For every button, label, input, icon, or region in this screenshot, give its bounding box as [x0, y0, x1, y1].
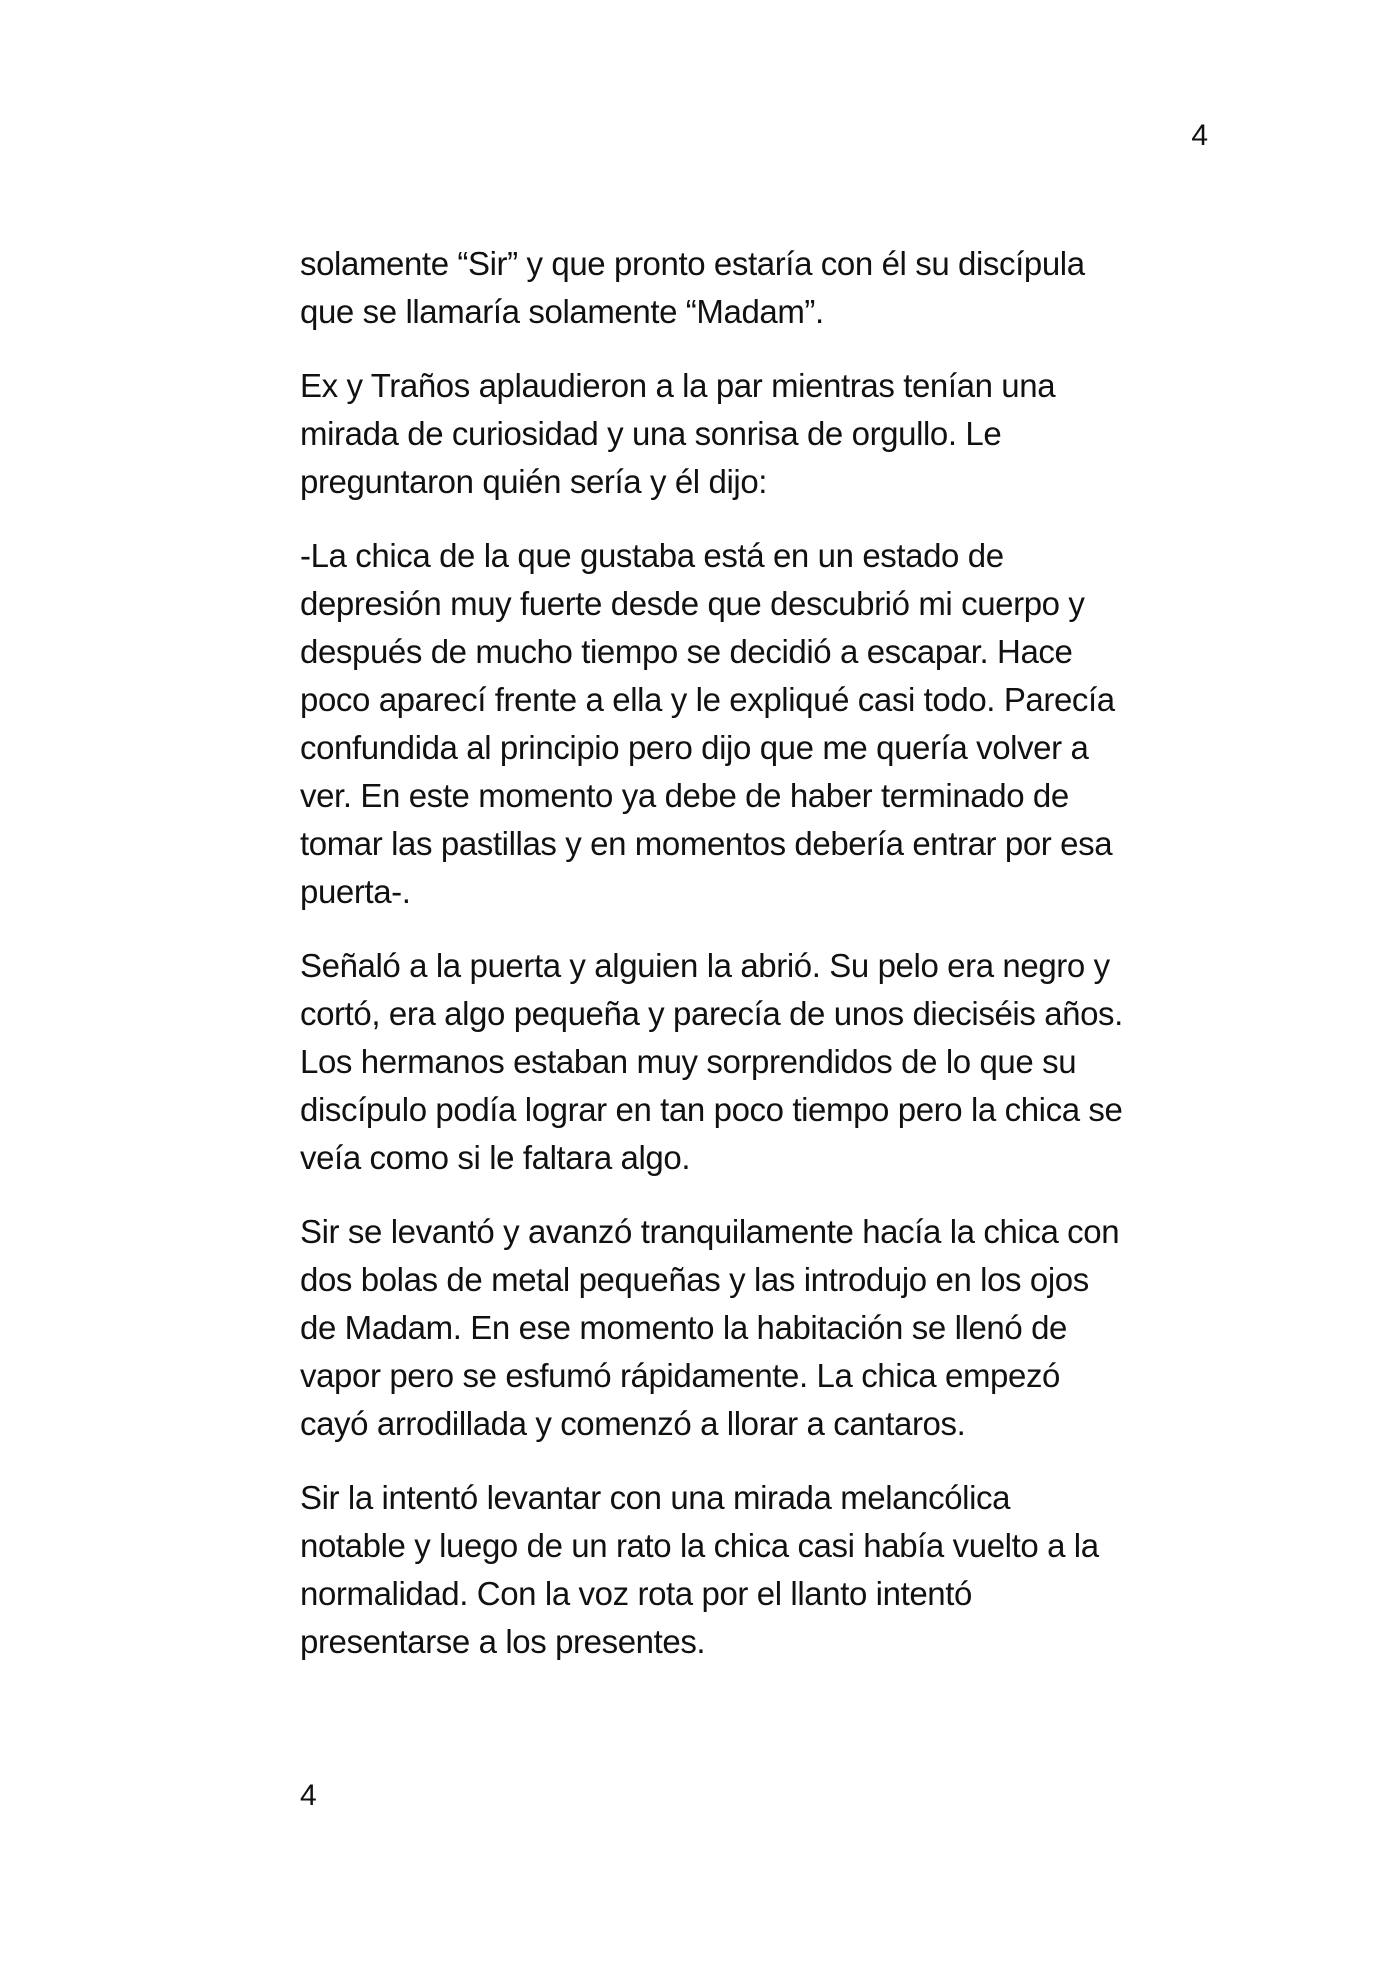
text-line: discípulo podía lograr en tan poco tiempo pero la chica se — [300, 1091, 1123, 1128]
paragraph — [300, 1474, 1170, 1666]
paragraph — [300, 1208, 1170, 1448]
text-line: normalidad. Con la voz rota por el llanto intentó — [300, 1575, 972, 1612]
text-line: notable y luego de un rato la chica casi había vuelto a la — [300, 1527, 1099, 1564]
text-line: después de mucho tiempo se decidió a escapar. Hace — [300, 633, 1073, 670]
text-line: dos bolas de metal pequeñas y las introdujo en los ojos — [300, 1261, 1089, 1298]
text-line: Sir se levantó y avanzó tranquilamente hacía la chica con — [300, 1213, 1120, 1250]
text-line: que se llamaría solamente “Madam”. — [300, 293, 824, 330]
text-line: vapor pero se esfumó rápidamente. La chica empezó — [300, 1357, 1061, 1394]
text-line: mirada de curiosidad y una sonrisa de orgullo. Le — [300, 415, 1002, 452]
paragraph — [300, 240, 1170, 336]
text-line: -La chica de la que gustaba está en un estado de — [300, 537, 1004, 574]
text-line: preguntaron quién sería y él dijo: — [300, 463, 768, 500]
text-line: veía como si le faltara algo. — [300, 1139, 691, 1176]
page-number-top: 4 — [1191, 119, 1208, 152]
text-line: poco aparecí frente a ella y le expliqué casi todo. Parecía — [300, 681, 1115, 718]
body-text — [300, 240, 1170, 1692]
text-line: cortó, era algo pequeña y parecía de unos dieciséis años. — [300, 995, 1123, 1032]
text-line: Señaló a la puerta y alguien la abrió. Su pelo era negro y — [300, 947, 1110, 984]
page-number-bottom: 4 — [300, 1779, 317, 1812]
text-line: Sir la intentó levantar con una mirada melancólica — [300, 1479, 1011, 1516]
text-line: cayó arrodillada y comenzó a llorar a cantaros. — [300, 1405, 966, 1442]
text-line: depresión muy fuerte desde que descubrió mi cuerpo y — [300, 585, 1085, 622]
text-line: de Madam. En ese momento la habitación se llenó de — [300, 1309, 1067, 1346]
text-line: confundida al principio pero dijo que me quería volver a — [300, 729, 1089, 766]
paragraph — [300, 362, 1170, 506]
text-line: solamente “Sir” y que pronto estaría con él su discípula — [300, 245, 1085, 282]
paragraph — [300, 532, 1170, 916]
text-line: Los hermanos estaban muy sorprendidos de lo que su — [300, 1043, 1077, 1080]
text-line: tomar las pastillas y en momentos debería entrar por esa — [300, 825, 1113, 862]
paragraph — [300, 942, 1170, 1182]
text-line: ver. En este momento ya debe de haber terminado de — [300, 777, 1069, 814]
text-line: puerta-. — [300, 873, 411, 910]
text-line: Ex y Traños aplaudieron a la par mientras tenían una — [300, 367, 1056, 404]
text-line: presentarse a los presentes. — [300, 1623, 706, 1660]
